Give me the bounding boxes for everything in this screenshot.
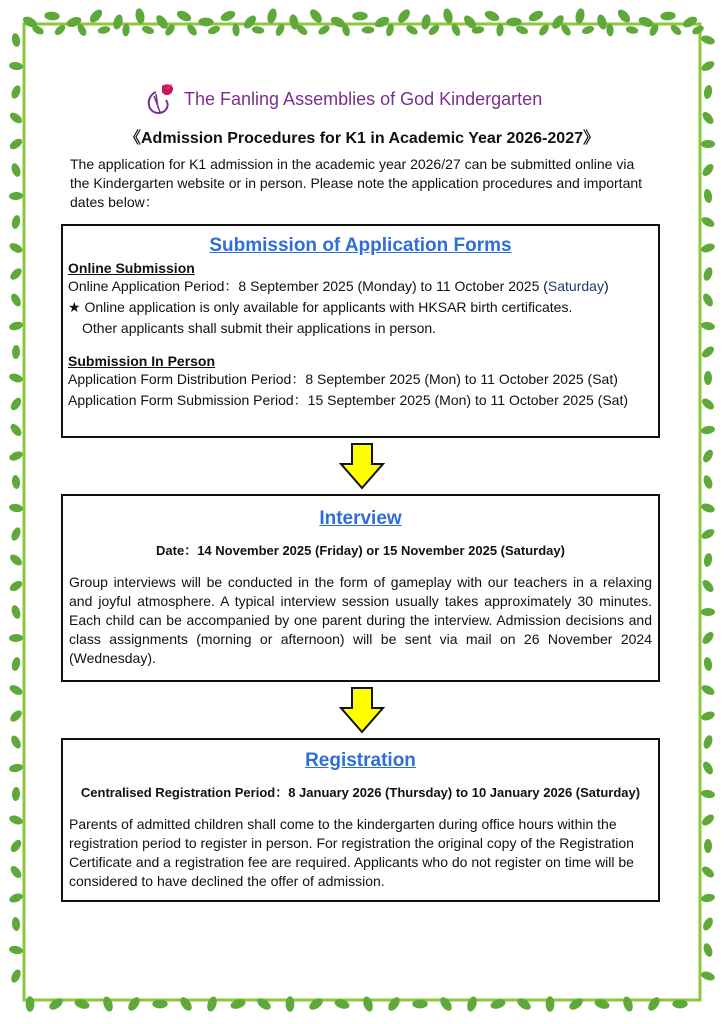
leaf xyxy=(700,425,715,435)
submission-period: Application Form Submission Period：15 September 2025 (Mon) to 11 October 2025 (Sat) xyxy=(68,392,629,408)
leaf xyxy=(307,996,325,1012)
leaf xyxy=(352,12,367,21)
leaf xyxy=(465,995,478,1012)
leaf xyxy=(700,812,716,827)
leaf xyxy=(625,25,639,35)
leaf xyxy=(700,789,715,799)
leaf xyxy=(9,292,23,308)
leaf xyxy=(700,110,715,126)
page-title: 《Admission Procedures for K1 in Academic Year 2026-2027》 xyxy=(125,130,599,147)
leaf xyxy=(581,24,595,35)
leaf xyxy=(621,995,634,1012)
leaf xyxy=(134,8,145,25)
in-person-heading: Submission In Person xyxy=(68,353,216,369)
intro-text xyxy=(70,155,660,212)
leaf xyxy=(8,320,24,331)
leaf xyxy=(442,7,454,24)
leaf xyxy=(8,422,23,438)
leaf xyxy=(704,371,712,385)
leaf xyxy=(9,396,23,412)
leaf xyxy=(8,552,24,567)
registration-period: Centralised Registration Period：8 January 2026 (Thursday) to 10 January 2026 (Saturday) xyxy=(80,785,641,800)
registration-section xyxy=(61,738,660,902)
leaf xyxy=(660,11,676,21)
leaf xyxy=(11,475,21,490)
leaf xyxy=(8,111,24,126)
leaf xyxy=(11,214,22,229)
leaf xyxy=(701,916,715,932)
leaf xyxy=(8,683,24,697)
leaf xyxy=(616,7,633,24)
leaf xyxy=(703,84,713,99)
leaf xyxy=(702,474,714,490)
interview-section xyxy=(61,494,660,682)
school-name: The Fanling Assemblies of God Kindergarten xyxy=(184,88,543,109)
leaf xyxy=(9,634,23,642)
online-period-day: Saturday xyxy=(547,278,604,294)
rose-logo-icon xyxy=(142,82,178,116)
interview-date: Date：14 November 2025 (Friday) or 15 November 2025 (Saturday) xyxy=(156,543,565,558)
leaf xyxy=(438,995,454,1013)
leaf xyxy=(8,372,24,384)
leaf xyxy=(700,893,715,903)
leaf xyxy=(700,683,716,697)
leaf xyxy=(10,656,21,672)
online-period-suffix: ) xyxy=(603,278,609,294)
leaf xyxy=(152,1000,167,1009)
leaf xyxy=(8,945,23,955)
leaf xyxy=(691,24,706,37)
leaf xyxy=(361,995,374,1012)
leaf xyxy=(101,995,114,1012)
leaf xyxy=(702,734,714,750)
leaf xyxy=(10,604,22,620)
leaf xyxy=(26,996,35,1011)
leaf xyxy=(702,942,714,958)
online-period xyxy=(68,276,658,297)
leaf xyxy=(700,59,716,73)
intro-line: The application for K1 admission in the academic year 2026/27 can be submitted online via xyxy=(70,156,635,172)
leaf xyxy=(126,995,142,1013)
leaf xyxy=(97,25,111,35)
leaf xyxy=(12,345,20,359)
registration-heading: Registration xyxy=(305,750,416,771)
leaf xyxy=(420,14,432,31)
leaf xyxy=(9,734,23,750)
leaf xyxy=(9,864,24,880)
leaf xyxy=(700,527,716,541)
leaf xyxy=(700,864,716,879)
leaf xyxy=(646,995,662,1013)
leaf xyxy=(701,448,715,464)
leaf xyxy=(255,996,273,1012)
interview-description: Group interviews will be conducted in the form of gameplay with our teachers in a relaxing and joyful atmosphere. A typical interview session usually takes approximately 30 minutes. Each child can be accompanied by one parent during the interview. Admission decisions and class assignments (morning or afternoon) will be sent via mail on 26 November 2024 (Wednesday). xyxy=(69,574,652,666)
leaf xyxy=(574,8,585,25)
leaf xyxy=(515,996,533,1012)
leaf xyxy=(702,266,714,282)
leaf xyxy=(412,1000,427,1009)
leaf xyxy=(700,215,716,229)
leaf xyxy=(8,708,24,723)
leaf xyxy=(178,995,194,1013)
leaf xyxy=(219,9,237,23)
online-note-line2: Other applicants shall submit their applications in person. xyxy=(82,320,437,336)
leaf xyxy=(703,552,713,567)
leaf xyxy=(515,24,529,35)
leaf xyxy=(700,578,715,594)
leaf xyxy=(8,892,24,905)
leaf xyxy=(88,7,105,24)
leaf xyxy=(405,24,420,37)
arrow-down-icon xyxy=(338,442,386,490)
leaf xyxy=(9,503,24,513)
leaf xyxy=(700,630,715,646)
leaf xyxy=(10,84,23,100)
leaf xyxy=(9,968,22,984)
online-note-line1: ★ Online application is only available for applicants with HKSAR birth certificates. xyxy=(68,299,573,315)
interview-heading: Interview xyxy=(319,508,402,529)
leaf xyxy=(701,608,715,616)
submission-heading: Submission of Application Forms xyxy=(209,235,512,256)
leaf xyxy=(9,192,24,201)
arrow-down-icon xyxy=(338,686,386,734)
leaf xyxy=(8,579,24,593)
distribution-period: Application Form Distribution Period：8 September 2025 (Mon) to 11 October 2025 (Sat) xyxy=(68,371,618,387)
leaf xyxy=(8,814,24,826)
leaf xyxy=(8,266,23,282)
registration-description: Parents of admitted children shall come to the kindergarten during office hours within the registration period to register in person. For registration the original copy of the Registration Certificate and a registration fee are required. Applicants who do not register on time will be considered to have declined the offer of admission. xyxy=(69,816,634,889)
leaf xyxy=(700,321,715,331)
leaf xyxy=(700,970,716,982)
leaf xyxy=(396,7,412,25)
leaf xyxy=(546,996,555,1011)
leaf xyxy=(704,839,712,853)
leaf xyxy=(9,526,22,542)
leaf xyxy=(10,162,22,178)
leaf xyxy=(703,656,713,671)
leaf xyxy=(8,449,24,462)
intro-line: the Kindergarten website or in person. Please note the application procedures and important xyxy=(70,175,643,191)
leaf xyxy=(308,7,324,25)
leaf xyxy=(700,34,716,46)
leaf xyxy=(141,24,155,35)
leaf xyxy=(700,396,716,411)
leaf xyxy=(703,188,713,203)
leaf xyxy=(8,241,24,255)
leaf xyxy=(527,9,545,24)
leaf xyxy=(175,9,193,24)
leaf xyxy=(701,760,715,776)
leaf xyxy=(700,502,716,514)
leaf xyxy=(47,996,65,1012)
school-header xyxy=(142,82,542,116)
leaf xyxy=(567,996,585,1012)
leaf xyxy=(266,7,278,24)
leaf xyxy=(672,1000,687,1009)
leaf xyxy=(205,995,218,1012)
leaf xyxy=(483,9,501,23)
leaf xyxy=(286,996,295,1011)
leaf xyxy=(11,32,21,47)
leaf xyxy=(9,61,24,70)
leaf xyxy=(251,25,265,34)
leaf xyxy=(44,11,60,21)
leaf xyxy=(112,13,125,30)
leaf xyxy=(362,26,375,33)
leaf xyxy=(386,995,402,1013)
leaf xyxy=(9,838,24,854)
intro-line: dates below： xyxy=(70,194,159,210)
submission-section xyxy=(61,224,660,438)
leaf xyxy=(700,710,716,722)
online-period-prefix: Online Application Period：8 September 2025 (Monday) to 11 October 2025 ( xyxy=(68,278,548,294)
leaf xyxy=(317,24,332,37)
leaf xyxy=(11,917,20,932)
leaf xyxy=(8,763,23,774)
online-submission-heading: Online Submission xyxy=(68,260,195,276)
leaf xyxy=(596,13,609,30)
leaf xyxy=(12,787,21,802)
leaf xyxy=(700,162,715,178)
leaf xyxy=(701,292,715,308)
leaf xyxy=(700,344,716,359)
leaf xyxy=(700,242,716,254)
